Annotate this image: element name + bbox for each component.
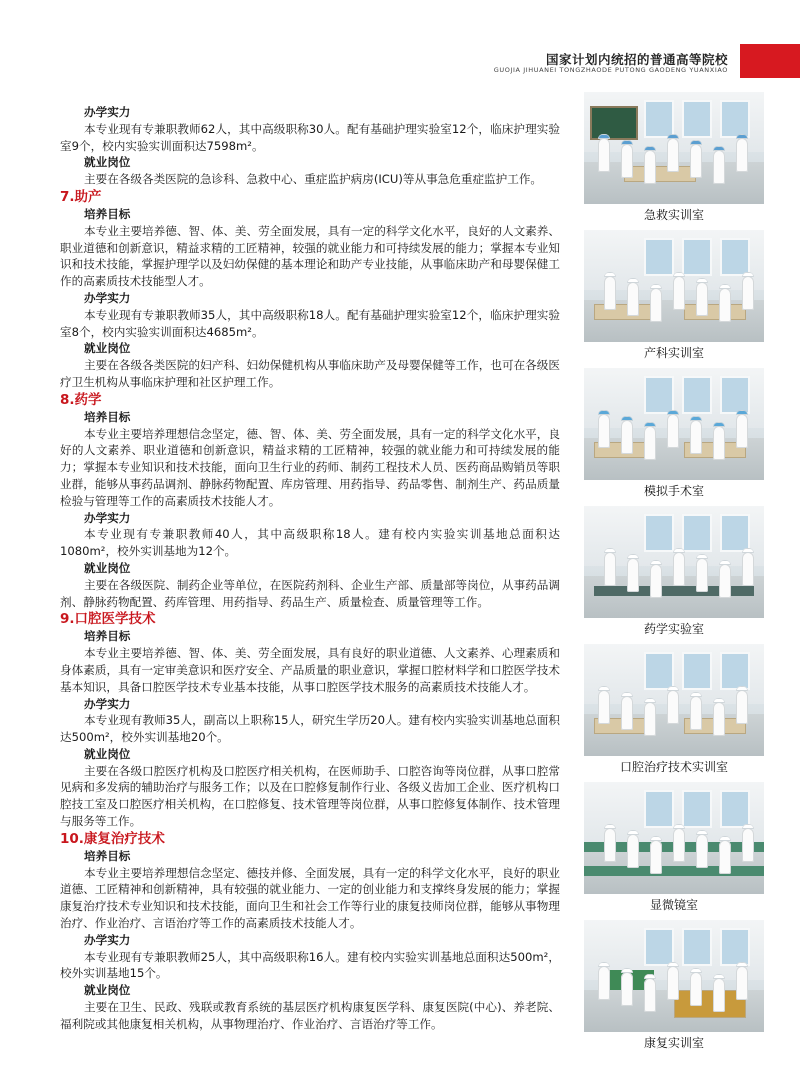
photo-caption: 产科实训室: [643, 346, 704, 360]
subsection-heading: 就业岗位: [84, 155, 131, 170]
subsection-heading: 办学实力: [84, 290, 131, 305]
article-body: [60, 104, 560, 1033]
section-heading: 9.口腔医学技术: [60, 611, 156, 628]
photo-image: [584, 230, 764, 342]
paragraph: 主要在卫生、民政、残联或教育系统的基层医疗机构康复医学科、康复医院(中心)、养老院、福利院或其他康复相关机构，从事物理治疗、作业治疗、言语治疗等工作。: [60, 1000, 560, 1031]
photo-caption: 康复实训室: [643, 1036, 704, 1050]
section-heading: 7.助产: [60, 188, 102, 205]
photo-pharmacy: [584, 506, 764, 637]
photo-image: [584, 368, 764, 480]
subsection-heading: 办学实力: [84, 932, 131, 947]
photo-emergency: [584, 92, 764, 223]
page-header: [0, 0, 800, 80]
paragraph: 主要在各级各类医院的急诊科、急救中心、重症监护病房(ICU)等从事急危重症监护工作。: [84, 172, 543, 187]
paragraph: 本专业现有专兼职教师35人，其中高级职称18人。配有基础护理实验室12个，临床护理实验室8个，校内实验实训面积达4685m²。: [60, 307, 560, 339]
subsection-heading: 就业岗位: [84, 560, 131, 575]
paragraph: 主要在各级医院、制药企业等单位，在医院药剂科、企业生产部、质量部等岗位，从事药品调剂、静脉药物配置、药库管理、用药指导、药品生产、质量检查、质量管理等工作。: [60, 577, 560, 609]
subsection-heading: 办学实力: [84, 696, 131, 711]
paragraph: 本专业现有专兼职教师40人，其中高级职称18人。建有校内实验实训基地总面积达1080m²，校外实训基地为12个。: [60, 527, 560, 559]
subsection-heading: 就业岗位: [84, 746, 131, 761]
paragraph: 本专业主要培养德、智、体、美、劳全面发展，具有一定的科学文化水平，良好的人文素养、职业道德和创新意识，精益求精的工匠精神，较强的就业能力和可持续发展的能力；掌握本专业知识和技术技能，掌握护理学以及妇幼保健的基本理论和助产专业技能，从事临床助产和母婴保健工作的高素质技术技能型人才。: [60, 223, 560, 289]
photo-surgery: [584, 368, 764, 499]
photo-image: [584, 644, 764, 756]
photo-caption: 口腔治疗技术实训室: [619, 760, 728, 774]
photo-column: [584, 92, 764, 1058]
paragraph: 本专业主要培养德、智、体、美、劳全面发展，具有良好的职业道德、人文素养、心理素质和身体素质，具有一定审美意识和医疗安全、产品质量的职业意识，掌握口腔材料学和口腔医学技术基本知识，具备口腔医学技术专业基本技能，从事口腔医学技术服务的高素质技术技能人才。: [60, 646, 560, 694]
paragraph: 本专业主要培养理想信念坚定、德技并修、全面发展，具有一定的科学文化水平，良好的职业道德、工匠精神和创新精神，具有较强的就业能力、一定的创业能力和支撑终身发展的能力；掌握康复治疗技术专业知识和技术技能，面向卫生和社会工作等行业的康复技师岗位群，能够从事物理治疗、作业治疗、言语治疗等工作的高素质技术技能人才。: [60, 865, 560, 931]
photo-image: [584, 92, 764, 204]
paragraph: 本专业现有专兼职教师25人，其中高级职称16人。建有校内实验实训基地总面积达500m²，校外实训基地15个。: [60, 949, 560, 981]
photo-microscope: [584, 782, 764, 913]
photo-rehab: [584, 920, 764, 1051]
photo-image: [584, 920, 764, 1032]
subsection-heading: 培养目标: [84, 629, 131, 644]
photo-caption: 显微镜室: [649, 898, 698, 912]
paragraph: 本专业主要培养理想信念坚定，德、智、体、美、劳全面发展，具有一定的科学文化水平，良好的人文素养、职业道德和创新意识，精益求精的工匠精神，较强的就业能力和可持续发展的能力；掌握本专业知识和技术技能，面向卫生行业的药师、制药工程技术人员、医药商品购销员等职业群，能够从事药品调剂、静脉药物配置、库房管理、用药指导、药品零售、制剂生产、药品质量检验与管理等工作的高素质技术技能人才。: [60, 426, 560, 508]
subsection-heading: 就业岗位: [84, 983, 131, 998]
paragraph: 本专业现有专兼职教师62人，其中高级职称30人。配有基础护理实验室12个，临床护理实验室9个，校内实验实训面积达7598m²。: [60, 121, 560, 153]
paragraph: 主要在各级各类医院的妇产科、妇幼保健机构从事临床助产及母婴保健等工作，也可在各级医疗卫生机构从事临床护理和社区护理工作。: [60, 358, 560, 389]
photo-image: [584, 506, 764, 618]
photo-obstetrics: [584, 230, 764, 361]
photo-dental: [584, 644, 764, 775]
header-title: 国家计划内统招的普通高等院校: [545, 52, 728, 67]
photo-caption: 模拟手术室: [643, 484, 704, 498]
subsection-heading: 办学实力: [84, 510, 131, 525]
section-heading: 10.康复治疗技术: [60, 830, 165, 847]
header-accent-block: [740, 44, 800, 78]
subsection-heading: 就业岗位: [84, 341, 131, 356]
subsection-heading: 培养目标: [84, 206, 131, 221]
photo-caption: 急救实训室: [643, 208, 704, 222]
subsection-heading: 办学实力: [84, 105, 131, 119]
paragraph: 本专业现有教师35人，副高以上职称15人，研究生学历20人。建有校内实验实训基地总面积达500m²，校外实训基地20个。: [60, 713, 560, 745]
paragraph: 主要在各级口腔医疗机构及口腔医疗相关机构，在医师助手、口腔咨询等岗位群，从事口腔常见病和多发病的辅助治疗与服务工作；以及在口腔修复制作行业、各级义齿加工企业、医疗机构口腔技工室及口腔医疗相关机构，在口腔修复、技术管理等岗位群，从事口腔修复体制作、技术管理与服务等工作。: [60, 763, 560, 829]
photo-caption: 药学实验室: [643, 622, 704, 636]
photo-image: [584, 782, 764, 894]
header-subtitle: GUOJIA JIHUANEI TONGZHAODE PUTONG GAODENG YUANXIAO: [493, 66, 728, 74]
subsection-heading: 培养目标: [84, 409, 131, 424]
section-heading: 8.药学: [60, 391, 102, 408]
subsection-heading: 培养目标: [84, 848, 131, 863]
